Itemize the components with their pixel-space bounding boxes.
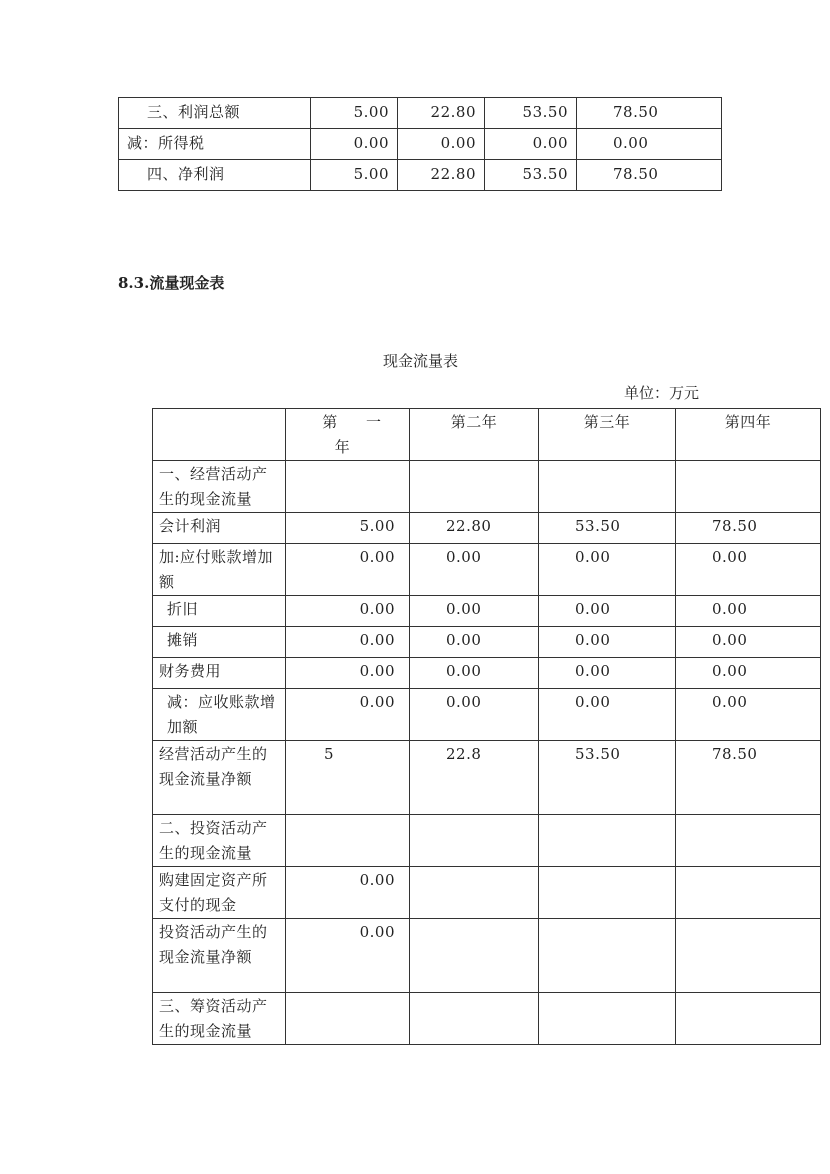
table-cell: 0.00 [410, 658, 539, 689]
table-cell: 0.00 [676, 596, 821, 627]
table-cell: 0.00 [286, 596, 410, 627]
table-cell: 0.00 [286, 627, 410, 658]
row-label: 减：所得税 [119, 129, 311, 160]
table-cell: 78.50 [676, 741, 821, 815]
table-cell [410, 993, 539, 1045]
table-cell: 0.00 [286, 919, 410, 993]
table-cell [539, 815, 676, 867]
table-cell [539, 867, 676, 919]
header-year-1-line2: 年 [334, 438, 351, 456]
table-row [153, 513, 821, 544]
table-cell [676, 867, 821, 919]
header-year-1-line1: 第 一 [322, 413, 393, 431]
table-cell: 0.00 [286, 544, 410, 596]
row-label: 加:应付账款增加额 [153, 544, 286, 596]
table-header-row [153, 409, 821, 461]
table-cell: 0.00 [485, 129, 577, 160]
table-cell: 78.50 [577, 98, 722, 129]
table-cell: 0.00 [577, 129, 722, 160]
table-cell: 0.00 [286, 658, 410, 689]
table-row [153, 867, 821, 919]
table-cell: 22.80 [398, 160, 485, 191]
section-heading: 8.3.流量现金表 [118, 274, 225, 292]
table-row [153, 596, 821, 627]
row-label: 经营活动产生的现金流量净额 [153, 741, 286, 815]
table-cell [676, 919, 821, 993]
table-cell: 0.00 [410, 596, 539, 627]
watermark: ​ [238, 403, 302, 467]
table-cell [410, 867, 539, 919]
table-cell: 0.00 [539, 596, 676, 627]
table-cell [539, 993, 676, 1045]
header-year-2: 第二年 [410, 409, 539, 461]
table-cell [539, 461, 676, 513]
table-cell: 0.00 [676, 627, 821, 658]
table-caption: 现金流量表 [383, 352, 459, 370]
row-label: 投资活动产生的现金流量净额 [153, 919, 286, 993]
table-cell [410, 815, 539, 867]
table-cell: 0.00 [676, 689, 821, 741]
unit-label: 单位：万元 [623, 384, 699, 402]
cashflow-table [152, 408, 821, 1045]
table-cell: 5.00 [286, 513, 410, 544]
row-label: 财务费用 [153, 658, 286, 689]
table-cell: 53.50 [485, 160, 577, 191]
table-row [153, 993, 821, 1045]
table-cell: 0.00 [410, 627, 539, 658]
row-label: 三、利润总额 [119, 98, 311, 129]
table-cell: 0.00 [286, 867, 410, 919]
table-cell: 0.00 [539, 627, 676, 658]
table-cell: 5.00 [311, 160, 398, 191]
row-label: 三、筹资活动产生的现金流量 [153, 993, 286, 1045]
table-cell: 0.00 [539, 658, 676, 689]
header-year-4: 第四年 [676, 409, 821, 461]
table-cell: 22.80 [410, 513, 539, 544]
row-label: 折旧 [153, 596, 286, 627]
row-label: 二、投资活动产生的现金流量 [153, 815, 286, 867]
header-empty-cell [153, 409, 286, 461]
table-cell [286, 461, 410, 513]
table-cell: 5.00 [311, 98, 398, 129]
table-cell: 22.80 [398, 98, 485, 129]
table-cell [676, 461, 821, 513]
table-cell [410, 461, 539, 513]
table-row [119, 129, 722, 160]
watermark: ​ [268, 1083, 332, 1147]
table-cell: 5 [286, 741, 410, 815]
table-cell: 0.00 [676, 544, 821, 596]
row-label: 摊销 [153, 627, 286, 658]
row-label: 四、净利润 [119, 160, 311, 191]
table-cell: 22.8 [410, 741, 539, 815]
table-row [119, 98, 722, 129]
profit-table [118, 97, 722, 191]
table-row [153, 461, 821, 513]
table-cell: 53.50 [539, 741, 676, 815]
table-cell [286, 993, 410, 1045]
table-cell: 0.00 [286, 689, 410, 741]
table-cell [286, 815, 410, 867]
table-row [153, 658, 821, 689]
table-row [119, 160, 722, 191]
table-cell: 0.00 [311, 129, 398, 160]
table-row [153, 919, 821, 993]
table-cell [676, 815, 821, 867]
table-row [153, 627, 821, 658]
table-cell: 0.00 [398, 129, 485, 160]
table-row [153, 741, 821, 815]
row-label: 购建固定资产所支付的现金 [153, 867, 286, 919]
table-cell: 0.00 [410, 689, 539, 741]
table-cell: 78.50 [577, 160, 722, 191]
table-cell: 0.00 [410, 544, 539, 596]
table-cell [676, 993, 821, 1045]
table-cell: 0.00 [676, 658, 821, 689]
table-cell: 0.00 [539, 689, 676, 741]
table-row [153, 815, 821, 867]
table-row [153, 689, 821, 741]
table-cell: 53.50 [485, 98, 577, 129]
row-label: 一、经营活动产生的现金流量 [153, 461, 286, 513]
row-label: 会计利润 [153, 513, 286, 544]
header-year-1 [286, 409, 410, 461]
table-row [153, 544, 821, 596]
table-cell [410, 919, 539, 993]
row-label: 减：应收账款增加额 [153, 689, 286, 741]
table-cell: 0.00 [539, 544, 676, 596]
table-cell: 78.50 [676, 513, 821, 544]
table-cell: 53.50 [539, 513, 676, 544]
header-year-3: 第三年 [539, 409, 676, 461]
table-cell [539, 919, 676, 993]
